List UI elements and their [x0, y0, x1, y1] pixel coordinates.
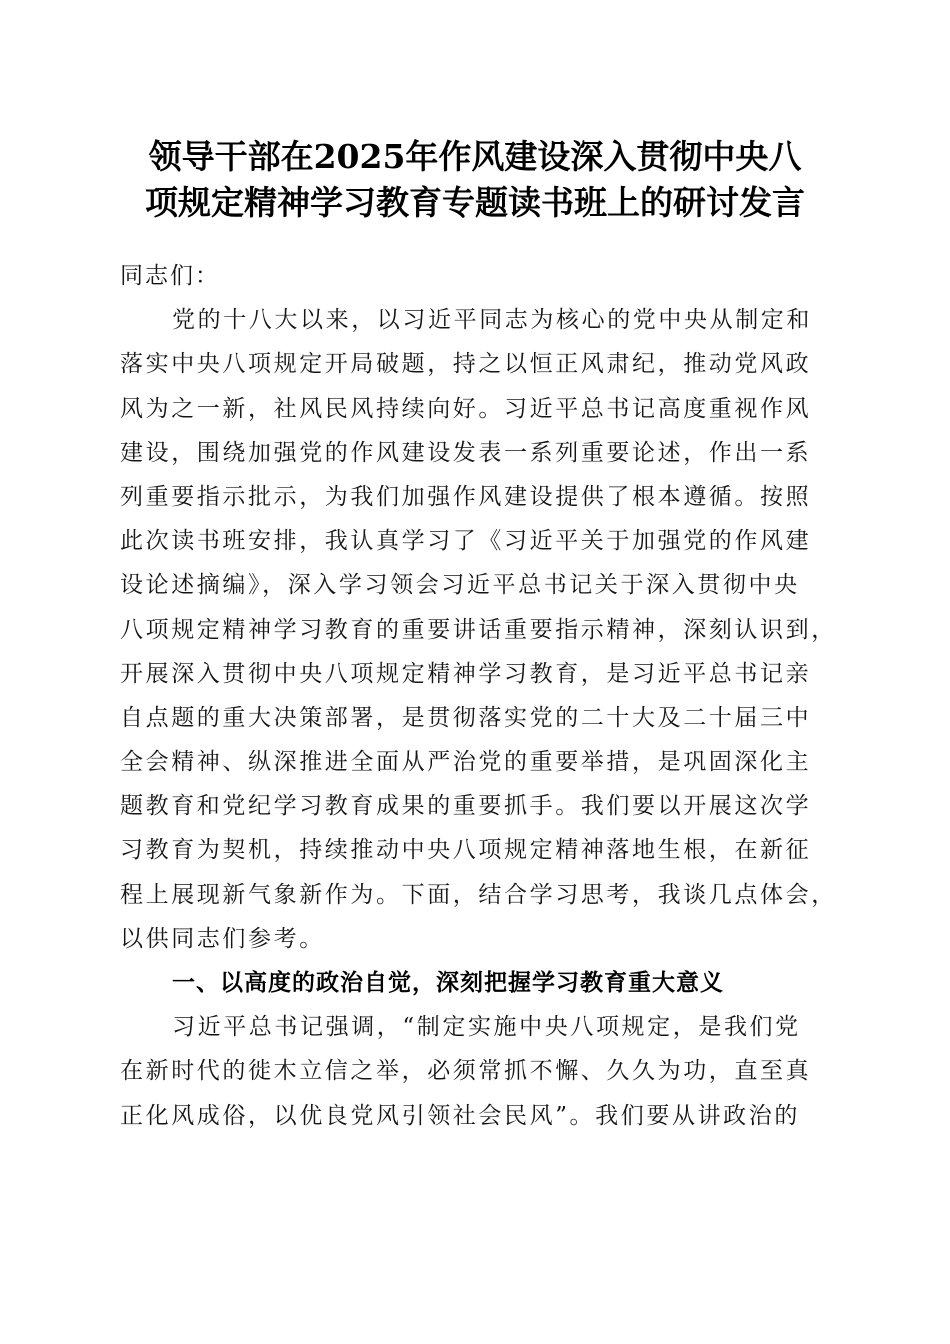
paragraph-line: 全会精神、纵深推进全面从严治党的重要举措，是巩固深化主 [120, 749, 812, 776]
title-line-1: 领导干部在2025年作风建设深入贯彻中央八 [148, 137, 802, 176]
paragraph-line: 此次读书班安排，我认真学习了《习近平关于加强党的作风建 [120, 528, 812, 555]
greeting: 同志们： [120, 263, 220, 289]
paragraph-2 [120, 1005, 832, 1138]
section-heading-1: 一、以高度的政治自觉，深刻把握学习教育重大意义 [172, 970, 724, 996]
paragraph-line: 开展深入贯彻中央八项规定精神学习教育，是习近平总书记亲 [120, 660, 812, 687]
paragraph-line: 以供同志们参考。 [120, 925, 325, 952]
title-line-2: 项规定精神学习教育专题读书班上的研讨发言 [145, 183, 805, 222]
paragraph-line: 习近平总书记强调，“制定实施中央八项规定，是我们党 [172, 1014, 801, 1041]
paragraph-line: 列重要指示批示，为我们加强作风建设提供了根本遵循。按照 [120, 483, 812, 510]
paragraph-line: 自点题的重大决策部署，是贯彻落实党的二十大及二十届三中 [120, 704, 812, 731]
paragraph-line: 落实中央八项规定开局破题，持之以恒正风肃纪，推动党风政 [120, 351, 812, 378]
paragraph-line: 题教育和党纪学习教育成果的重要抓手。我们要以开展这次学 [120, 793, 812, 820]
document-body [120, 254, 837, 1138]
paragraph-line: 党的十八大以来，以习近平同志为核心的党中央从制定和 [172, 307, 812, 334]
paragraph-line: 在新时代的徙木立信之举，必须常抓不懈、久久为功，直至真 [120, 1058, 812, 1085]
document-title [100, 134, 850, 226]
paragraph-line: 程上展现新气象新作为。下面，结合学习思考，我谈几点体会， [120, 881, 837, 908]
paragraph-line: 风为之一新，社风民风持续向好。习近平总书记高度重视作风 [120, 395, 812, 422]
paragraph-line: 设论述摘编》，深入学习领会习近平总书记关于深入贯彻中央 [120, 572, 800, 599]
paragraph-1 [120, 298, 837, 961]
paragraph-line: 习教育为契机，持续推动中央八项规定精神落地生根，在新征 [120, 837, 812, 864]
paragraph-line: 建设，围绕加强党的作风建设发表一系列重要论述，作出一系 [120, 439, 812, 466]
paragraph-line: 正化风成俗，以优良党风引领社会民风”。我们要从讲政治的 [120, 1102, 800, 1129]
paragraph-line: 八项规定精神学习教育的重要讲话重要指示精神，深刻认识到， [120, 616, 837, 643]
